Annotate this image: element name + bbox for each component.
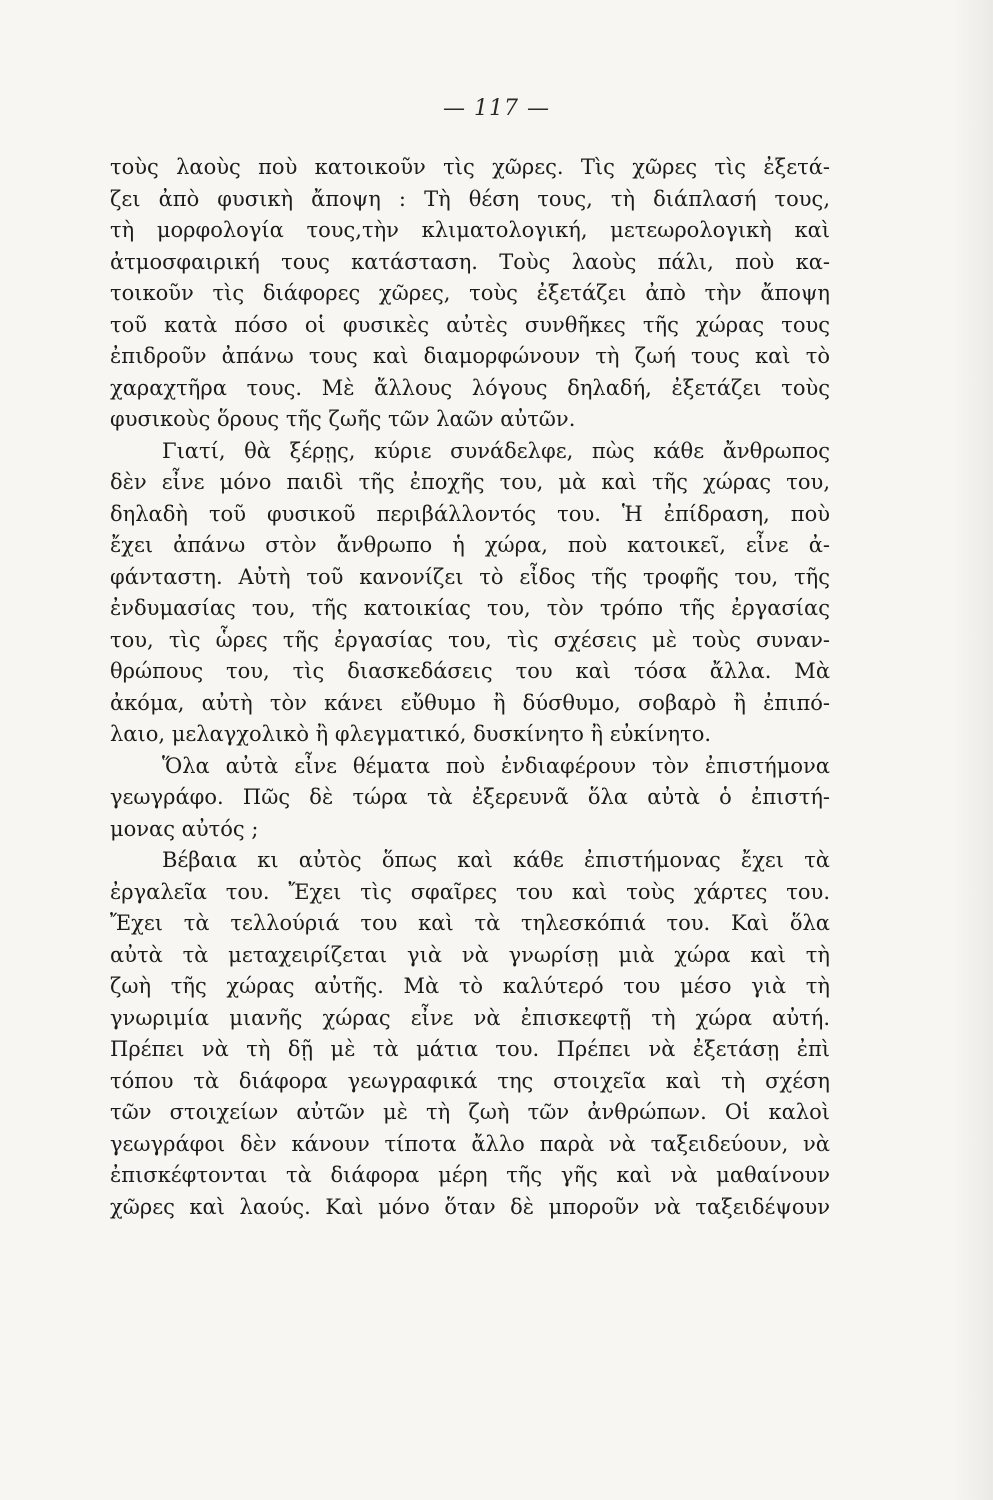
text-line: τῶν στοιχείων αὐτῶν μὲ τὴ ζωὴ τῶν ἀνθρώπων. Οἱ καλοὶ: [110, 1100, 830, 1124]
text-line: τοὺς λαοὺς ποὺ κατοικοῦν τὶς χῶρες. Τὶς χῶρες τὶς ἐξετά-: [110, 155, 830, 179]
text-line: Βέβαια κι αὐτὸς ὅπως καὶ κάθε ἐπιστήμονας ἔχει τὰ: [162, 848, 830, 872]
text-line: φάνταστη. Αὐτὴ τοῦ κανονίζει τὸ εἶδος τῆς τροφῆς του, τῆς: [110, 564, 830, 589]
text-line: τόπου τὰ διάφορα γεωγραφικά της στοιχεῖα καὶ τὴ σχέση: [110, 1068, 830, 1093]
text-line: χῶρες καὶ λαούς. Καὶ μόνο ὅταν δὲ μποροῦν νὰ ταξειδέψουν: [110, 1194, 830, 1219]
text-line: ζωὴ τῆς χώρας αὐτῆς. Μὰ τὸ καλύτερό του μέσο γιὰ τὴ: [110, 974, 830, 998]
text-line: ζει ἀπὸ φυσικὴ ἄποψη : Τὴ θέση τους, τὴ διάπλασή τους,: [110, 186, 830, 211]
text-line: Πρέπει νὰ τὴ δῇ μὲ τὰ μάτια του. Πρέπει νὰ ἐξετάσῃ ἐπὶ: [110, 1037, 830, 1061]
body-text: [110, 152, 830, 1223]
page-edge-shadow: [953, 0, 993, 1500]
text-line: αὐτὰ τὰ μεταχειρίζεται γιὰ νὰ γνωρίσῃ μιὰ χώρα καὶ τὴ: [110, 942, 830, 967]
text-line: τοῦ κατὰ πόσο οἱ φυσικὲς αὐτὲς συνθῆκες τῆς χώρας τους: [110, 312, 830, 337]
page-number: — 117 —: [443, 96, 550, 121]
text-line: μονας αὐτός ;: [110, 816, 259, 841]
text-line: ἔχει ἀπάνω στὸν ἄνθρωπο ἡ χώρα, ποὺ κατοικεῖ, εἶνε ἀ-: [110, 533, 830, 557]
text-line: τοικοῦν τὶς διάφορες χῶρες, τοὺς ἐξετάζει ἀπὸ τὴν ἄποψη: [110, 281, 830, 305]
text-line: λαιο, μελαγχολικὸ ἢ φλεγματικό, δυσκίνητο ἢ εὐκίνητο.: [110, 722, 712, 746]
text-line: ἀτμοσφαιρική τους κατάσταση. Τοὺς λαοὺς πάλι, ποὺ κα-: [110, 249, 830, 274]
text-line: γεωγράφοι δὲν κάνουν τίποτα ἄλλο παρὰ νὰ ταξειδεύουν, νὰ: [110, 1131, 830, 1156]
text-line: Ἔχει τὰ τελλούριά του καὶ τὰ τηλεσκόπιά του. Καὶ ὅλα: [110, 911, 830, 935]
text-line: χαραχτῆρα τους. Μὲ ἄλλους λόγους δηλαδή, ἐξετάζει τοὺς: [110, 375, 830, 400]
text-line: ἀκόμα, αὐτὴ τὸν κάνει εὔθυμο ἢ δύσθυμο, σοβαρὸ ἢ ἐπιπό-: [110, 690, 830, 715]
text-line: ἐνδυμασίας του, τῆς κατοικίας του, τὸν τρόπο τῆς ἐργασίας: [110, 596, 830, 620]
text-line: γνωριμία μιανῆς χώρας εἶνε νὰ ἐπισκεφτῇ τὴ χώρα αὐτή.: [110, 1005, 830, 1030]
text-line: θρώπους του, τὶς διασκεδάσεις του καὶ τόσα ἄλλα. Μὰ: [110, 659, 830, 683]
text-line: Ὅλα αὐτὰ εἶνε θέματα ποὺ ἐνδιαφέρουν τὸν ἐπιστήμονα: [162, 753, 830, 778]
text-line: δηλαδὴ τοῦ φυσικοῦ περιβάλλοντός του. Ἡ ἐπίδραση, ποὺ: [110, 501, 830, 526]
text-line: Γιατί, θὰ ξέρῃς, κύριε συνάδελφε, πὼς κάθε ἄνθρωπος: [162, 438, 830, 463]
text-line: του, τὶς ὧρες τῆς ἐργασίας του, τὶς σχέσεις μὲ τοὺς συναν-: [110, 627, 830, 652]
text-line: φυσικοὺς ὅρους τῆς ζωῆς τῶν λαῶν αὐτῶν.: [110, 407, 576, 431]
text-line: γεωγράφο. Πῶς δὲ τώρα τὰ ἐξερευνᾶ ὅλα αὐτὰ ὁ ἐπιστή-: [110, 785, 830, 809]
text-line: ἐπισκέφτονται τὰ διάφορα μέρη τῆς γῆς καὶ νὰ μαθαίνουν: [110, 1163, 830, 1187]
text-line: δὲν εἶνε μόνο παιδὶ τῆς ἐποχῆς του, μὰ καὶ τῆς χώρας του,: [110, 470, 830, 494]
text-line: ἐργαλεῖα του. Ἔχει τὶς σφαῖρες του καὶ τοὺς χάρτες του.: [110, 879, 830, 904]
text-line: τὴ μορφολογία τους,τὴν κλιματολογική, μετεωρολογικὴ καὶ: [110, 218, 830, 242]
text-line: ἐπιδροῦν ἀπάνω τους καὶ διαμορφώνουν τὴ ζωή τους καὶ τὸ: [110, 344, 830, 368]
